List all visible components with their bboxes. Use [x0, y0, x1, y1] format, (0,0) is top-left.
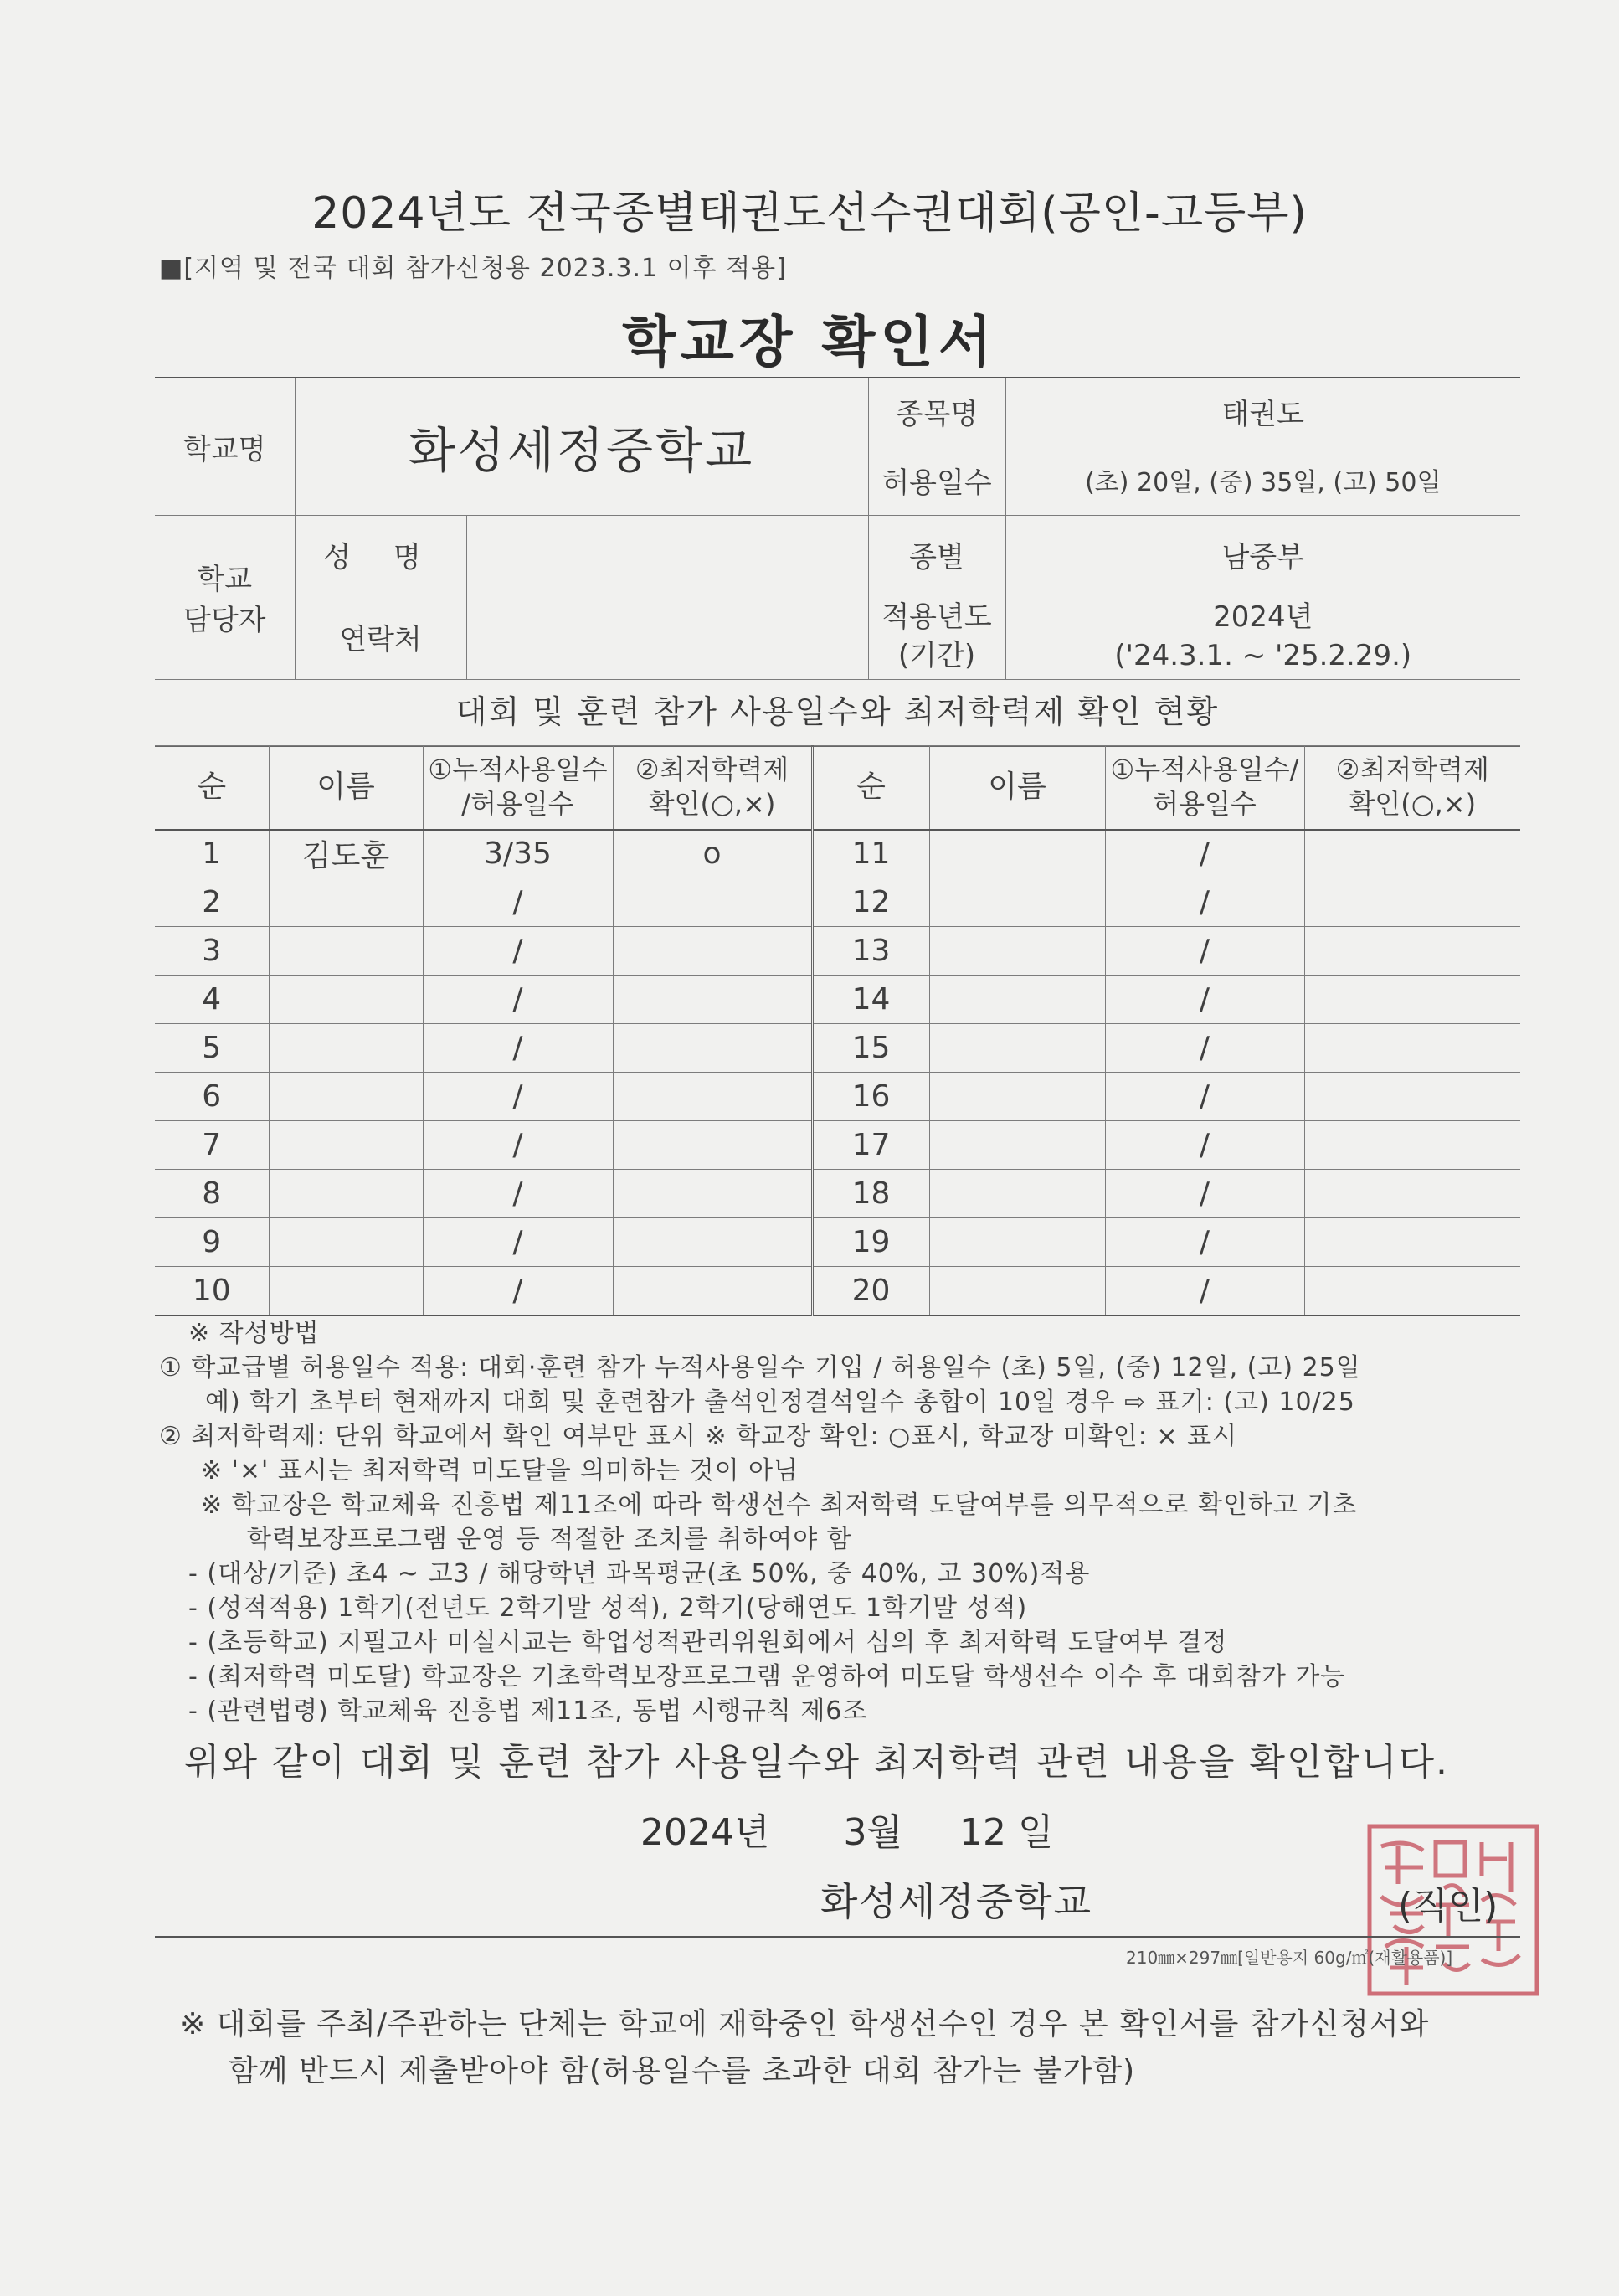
table-row — [155, 1024, 1520, 1073]
cell-check-l — [613, 1218, 812, 1267]
cell-no-l: 2 — [155, 878, 269, 927]
table-row — [155, 878, 1520, 927]
cell-days-l: 3/35 — [423, 830, 613, 878]
name-value — [466, 515, 868, 595]
event-label: 종목명 — [868, 378, 1005, 445]
cell-check-l — [613, 1121, 812, 1170]
header-name-left: 이름 — [269, 746, 423, 830]
cell-name-l: 김도훈 — [269, 830, 423, 878]
cell-days-l: / — [423, 1267, 613, 1315]
cell-days-l: / — [423, 1024, 613, 1073]
table-row — [155, 830, 1520, 878]
cell-check-l: o — [613, 830, 812, 878]
cell-check-r — [1304, 1170, 1520, 1218]
manager-label — [155, 515, 295, 679]
method-line: - (초등학교) 지필고사 미실시교는 학업성적관리위원회에서 심의 후 최저학력 도달여부 결정 — [188, 1628, 1228, 1657]
header-check-right-line1: ②최저학력제 — [1335, 753, 1489, 785]
cell-check-r — [1304, 1073, 1520, 1121]
cell-no-r: 15 — [812, 1024, 929, 1073]
school-label: 학교명 — [155, 378, 295, 515]
cell-name-l — [269, 1218, 423, 1267]
cell-check-r — [1304, 878, 1520, 927]
cell-check-r — [1304, 830, 1520, 878]
cell-name-l — [269, 1267, 423, 1315]
header-no-right: 순 — [812, 746, 929, 830]
name-label: 성 명 — [295, 515, 466, 595]
cell-name-l — [269, 1073, 423, 1121]
cell-name-l — [269, 1024, 423, 1073]
cell-check-l — [613, 878, 812, 927]
header-check-left-line2: 확인(○,×) — [648, 788, 776, 821]
allowed-days-value: (초) 20일, (중) 35일, (고) 50일 — [1005, 445, 1520, 515]
year-value-line1: 2024년 — [1213, 600, 1313, 634]
cell-no-r: 18 — [812, 1170, 929, 1218]
document-title: 학교장 확인서 — [622, 310, 997, 374]
cell-no-l: 3 — [155, 927, 269, 976]
cell-check-r — [1304, 927, 1520, 976]
method-line: - (대상/기준) 초4 ~ 고3 / 해당학년 과목평균(초 50%, 중 40%, 고 30%)적용 — [188, 1559, 1091, 1588]
status-section-title: 대회 및 훈련 참가 사용일수와 최저학력제 확인 현황 — [155, 678, 1520, 747]
cell-check-l — [613, 976, 812, 1024]
cell-days-r: / — [1105, 1024, 1304, 1073]
contact-label: 연락처 — [295, 595, 466, 679]
header-days-left — [423, 746, 613, 830]
competition-title: 2024년도 전국종별태권도선수권대회(공인-고등부) — [311, 188, 1308, 239]
method-line: ② 최저학력제: 단위 학교에서 확인 여부만 표시 ※ 학교장 확인: ○표시, 학교장 미확인: × 표시 — [159, 1422, 1238, 1451]
header-check-right — [1304, 746, 1520, 830]
school-name: 화성세정중학교 — [295, 378, 868, 515]
cell-days-l: / — [423, 1170, 613, 1218]
category-value: 남중부 — [1005, 515, 1520, 595]
cell-no-r: 14 — [812, 976, 929, 1024]
year-label — [868, 595, 1005, 679]
cell-no-l: 4 — [155, 976, 269, 1024]
cell-no-l: 6 — [155, 1073, 269, 1121]
method-line: 예) 학기 초부터 현재까지 대회 및 훈련참가 출석인정결석일수 총합이 10일 경우 ⇨ 표기: (고) 10/25 — [205, 1387, 1355, 1417]
cell-days-l: / — [423, 1073, 613, 1121]
cell-check-l — [613, 1024, 812, 1073]
cell-days-r: / — [1105, 1121, 1304, 1170]
cell-name-r — [929, 1218, 1105, 1267]
cell-days-l: / — [423, 1218, 613, 1267]
method-line: ※ '×' 표시는 최저학력 미도달을 의미하는 것이 아님 — [201, 1456, 799, 1485]
form-notice: ■[지역 및 전국 대회 참가신청용 2023.3.1 이후 적용] — [159, 254, 787, 283]
cell-check-l — [613, 1073, 812, 1121]
cell-days-r: / — [1105, 878, 1304, 927]
header-check-left — [613, 746, 812, 830]
cell-no-r: 16 — [812, 1073, 929, 1121]
cell-name-r — [929, 1073, 1105, 1121]
cell-check-l — [613, 1267, 812, 1315]
method-line: - (최저학력 미도달) 학교장은 기초학력보장프로그램 운영하여 미도달 학생선수 이수 후 대회참가 가능 — [188, 1662, 1346, 1691]
cell-no-r: 19 — [812, 1218, 929, 1267]
footnote-line: 함께 반드시 제출받아야 함(허용일수를 초과한 대회 참가는 불가함) — [229, 2054, 1136, 2088]
manager-label-line2: 담당자 — [182, 604, 266, 637]
method-line: ※ 작성방법 — [188, 1319, 320, 1348]
cell-name-r — [929, 976, 1105, 1024]
method-line: - (성적적용) 1학기(전년도 2학기말 성적), 2학기(당해연도 1학기말 성적) — [188, 1593, 1028, 1623]
header-no-left: 순 — [155, 746, 269, 830]
cell-days-r: / — [1105, 976, 1304, 1024]
cell-check-r — [1304, 1218, 1520, 1267]
footnote — [180, 2001, 1429, 2095]
confirmation-date — [640, 1802, 1053, 1856]
cell-check-l — [613, 1170, 812, 1218]
cell-name-r — [929, 927, 1105, 976]
cell-check-r — [1304, 976, 1520, 1024]
category-label: 종별 — [868, 515, 1005, 595]
cell-name-l — [269, 1170, 423, 1218]
cell-no-r: 11 — [812, 830, 929, 878]
method-line: ① 학교급별 허용일수 적용: 대회·훈련 참가 누적사용일수 기입 / 허용일수 (초) 5일, (중) 12일, (고) 25일 — [159, 1353, 1361, 1382]
cell-name-l — [269, 976, 423, 1024]
method-line: - (관련법령) 학교체육 진흥법 제11조, 동법 시행규칙 제6조 — [188, 1696, 868, 1726]
cell-no-r: 17 — [812, 1121, 929, 1170]
table-row — [155, 1121, 1520, 1170]
status-table — [155, 745, 1520, 1316]
year-value-line2: ('24.3.1. ~ '25.2.29.) — [1114, 638, 1412, 672]
cell-days-l: / — [423, 1121, 613, 1170]
header-days-left-line1: ①누적사용일수 — [428, 753, 608, 785]
year-value — [1005, 595, 1520, 679]
cell-no-r: 13 — [812, 927, 929, 976]
method-line: ※ 학교장은 학교체육 진흥법 제11조에 따라 학생선수 최저학력 도달여부를 의무적으로 확인하고 기초 — [201, 1490, 1358, 1520]
header-days-right-line2: 허용일수 — [1153, 788, 1257, 821]
cell-check-r — [1304, 1121, 1520, 1170]
header-name-right: 이름 — [929, 746, 1105, 830]
status-rows — [155, 830, 1520, 1315]
cell-no-r: 20 — [812, 1267, 929, 1315]
table-row — [155, 1267, 1520, 1315]
seal-label: (직인) — [1398, 1885, 1498, 1928]
cell-name-l — [269, 1121, 423, 1170]
event-value: 태권도 — [1005, 378, 1520, 445]
cell-name-r — [929, 830, 1105, 878]
divider — [155, 1936, 1520, 1938]
cell-days-r: / — [1105, 1218, 1304, 1267]
school-info-table — [155, 377, 1520, 680]
header-check-left-line1: ②최저학력제 — [635, 753, 789, 785]
cell-no-l: 8 — [155, 1170, 269, 1218]
cell-name-r — [929, 1121, 1105, 1170]
table-row — [155, 1170, 1520, 1218]
cell-days-r: / — [1105, 1073, 1304, 1121]
cell-days-r: / — [1105, 1267, 1304, 1315]
year-label-line2: (기간) — [897, 638, 976, 672]
header-days-right-line1: ①누적사용일수/ — [1110, 753, 1299, 785]
cell-name-l — [269, 927, 423, 976]
header-days-left-line2: /허용일수 — [461, 788, 574, 821]
cell-name-r — [929, 1024, 1105, 1073]
cell-days-l: / — [423, 878, 613, 927]
cell-no-l: 1 — [155, 830, 269, 878]
cell-days-r: / — [1105, 927, 1304, 976]
cell-days-l: / — [423, 927, 613, 976]
year-label-line1: 적용년도 — [881, 600, 992, 634]
date-month: 3월 — [843, 1811, 902, 1854]
table-row — [155, 1218, 1520, 1267]
manager-label-line1: 학교 — [197, 563, 253, 596]
contact-value — [466, 595, 868, 679]
date-day: 12 일 — [959, 1811, 1054, 1854]
confirmation-statement: 위와 같이 대회 및 훈련 참가 사용일수와 최저학력 관련 내용을 확인합니다. — [184, 1741, 1449, 1784]
cell-check-l — [613, 927, 812, 976]
date-year: 2024년 — [640, 1811, 770, 1854]
signing-school-name: 화성세정중학교 — [820, 1879, 1093, 1924]
allowed-days-label: 허용일수 — [868, 445, 1005, 515]
footnote-line: ※ 대회를 주최/주관하는 단체는 학교에 재학중인 학생선수인 경우 본 확인서를 참가신청서와 — [180, 2007, 1430, 2041]
cell-name-r — [929, 1170, 1105, 1218]
cell-name-r — [929, 1267, 1105, 1315]
table-row — [155, 1073, 1520, 1121]
method-line: 학력보장프로그램 운영 등 적절한 조치를 취하여야 함 — [247, 1525, 852, 1554]
cell-check-r — [1304, 1024, 1520, 1073]
cell-no-r: 12 — [812, 878, 929, 927]
cell-check-r — [1304, 1267, 1520, 1315]
header-check-right-line2: 확인(○,×) — [1349, 788, 1477, 821]
cell-name-r — [929, 878, 1105, 927]
cell-no-l: 5 — [155, 1024, 269, 1073]
paper-spec-note: 210㎜×297㎜[일반용지 60g/㎡(재활용품)] — [1126, 1948, 1453, 1968]
header-days-right — [1105, 746, 1304, 830]
cell-days-r: / — [1105, 1170, 1304, 1218]
cell-days-l: / — [423, 976, 613, 1024]
table-row — [155, 927, 1520, 976]
cell-name-l — [269, 878, 423, 927]
cell-days-r: / — [1105, 830, 1304, 878]
writing-method — [159, 1316, 1532, 1728]
table-row — [155, 976, 1520, 1024]
cell-no-l: 7 — [155, 1121, 269, 1170]
cell-no-l: 10 — [155, 1267, 269, 1315]
cell-no-l: 9 — [155, 1218, 269, 1267]
